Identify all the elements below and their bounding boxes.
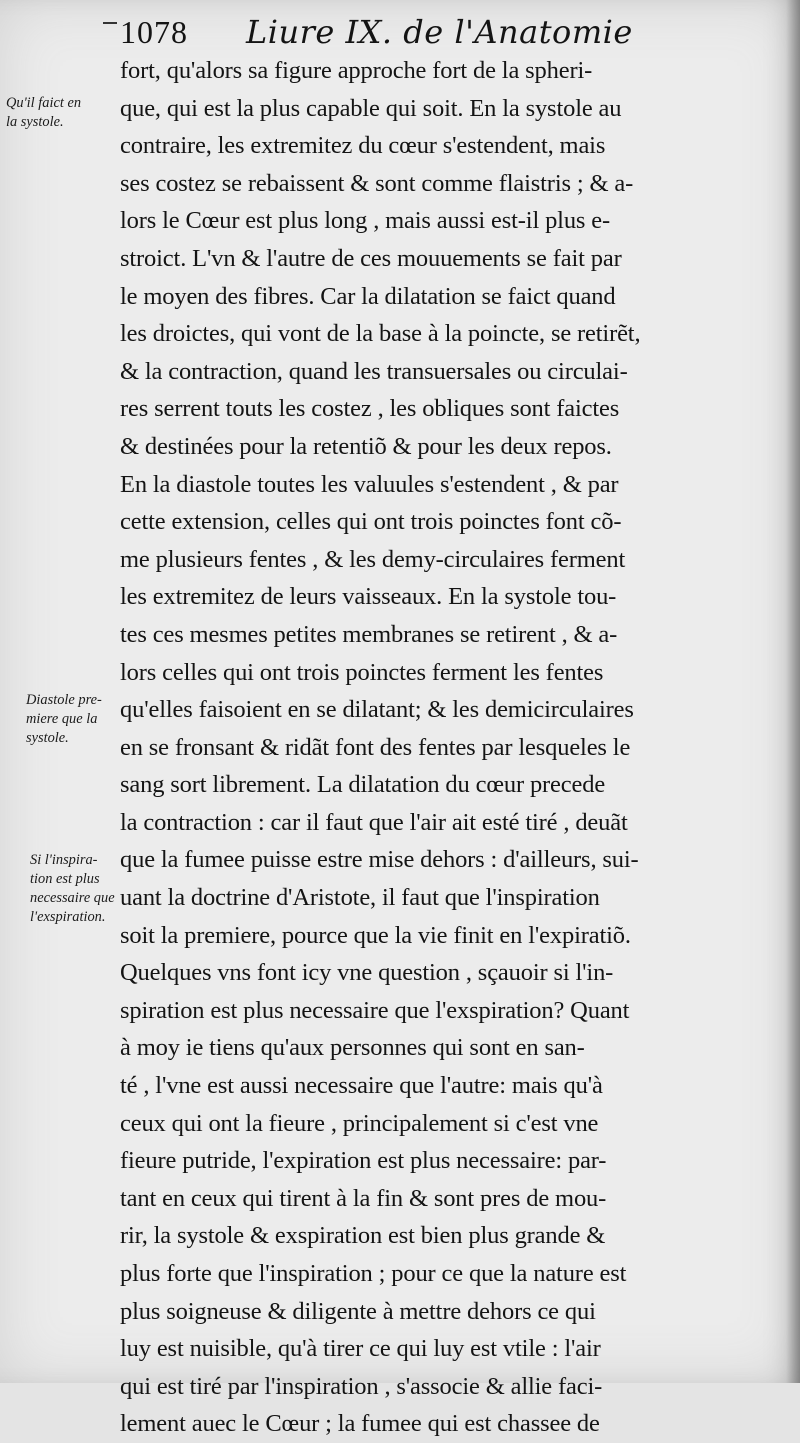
text-line: & destinées pour la retentiõ & pour les deux repos. xyxy=(120,432,612,460)
text-line: tant en ceux qui tirent à la fin & sont pres de mou- xyxy=(120,1184,607,1212)
header-dash xyxy=(103,22,117,24)
text-line: soit la premiere, pource que la vie finit en l'expiratiõ. xyxy=(120,921,631,949)
text-line: contraire, les extremitez du cœur s'estendent, mais xyxy=(120,132,606,160)
margin-note-line: l'exspiration. xyxy=(30,909,106,925)
text-line: me plusieurs fentes , & les demy-circulaires ferment xyxy=(120,545,626,573)
text-line: uant la doctrine d'Aristote, il faut que l'inspiration xyxy=(120,884,600,912)
text-line: sang sort librement. La dilatation du cœur precede xyxy=(120,771,606,799)
text-line: rir, la systole & exspiration est bien plus grande & xyxy=(120,1222,606,1250)
text-line: ceux qui ont la fieure , principalement si c'est vne xyxy=(120,1109,599,1137)
text-line: té , l'vne est aussi necessaire que l'autre: mais qu'à xyxy=(120,1072,603,1100)
page-edge-shadow xyxy=(786,0,800,1383)
text-line: luy est nuisible, qu'à tirer ce qui luy est vtile : l'air xyxy=(120,1335,601,1363)
text-line: stroict. L'vn & l'autre de ces mouuements se fait par xyxy=(120,244,622,272)
text-line: plus soigneuse & diligente à mettre dehors ce qui xyxy=(120,1297,596,1325)
margin-note-line: miere que la xyxy=(26,711,98,727)
text-line: fieure putride, l'expiration est plus necessaire: par- xyxy=(120,1147,607,1175)
text-line: lement auec le Cœur ; la fumee qui est chassee de xyxy=(120,1410,600,1438)
text-line: les droictes, qui vont de la base à la poincte, se retirẽt, xyxy=(120,320,641,348)
text-line: ses costez se rebaissent & sont comme flaistris ; & a- xyxy=(120,169,634,197)
text-line: lors le Cœur est plus long , mais aussi est-il plus e- xyxy=(120,207,611,235)
margin-note-line: la systole. xyxy=(6,114,64,130)
text-line: en se fronsant & ridãt font des fentes par lesqueles le xyxy=(120,733,631,761)
text-line: cette extension, celles qui ont trois poinctes font cõ- xyxy=(120,508,622,536)
text-line: à moy ie tiens qu'aux personnes qui sont en san- xyxy=(120,1034,585,1062)
margin-note-line: necessaire que xyxy=(30,890,115,906)
body-text xyxy=(120,52,740,1443)
page-header xyxy=(120,8,760,56)
text-line: En la diastole toutes les valuules s'estendent , & par xyxy=(120,470,619,498)
text-line: que la fumee puisse estre mise dehors : d'ailleurs, sui- xyxy=(120,846,639,874)
text-line: le moyen des fibres. Car la dilatation se faict quand xyxy=(120,282,616,310)
text-line: & la contraction, quand les transuersales ou circulai- xyxy=(120,357,628,385)
running-head: Liure IX. de l'Anatomie xyxy=(246,13,633,51)
text-line: fort, qu'alors sa figure approche fort de la spheri- xyxy=(120,57,593,84)
margin-note-line: Qu'il faict en xyxy=(6,95,82,111)
page-number: 1078 xyxy=(120,14,188,50)
text-line: les extremitez de leurs vaisseaux. En la systole tou- xyxy=(120,583,617,611)
text-line: Quelques vns font icy vne question , sçauoir si l'in- xyxy=(120,959,614,987)
text-line: plus forte que l'inspiration ; pour ce que la nature est xyxy=(120,1260,627,1287)
margin-note-line: Si l'inspira- xyxy=(30,852,98,868)
text-line: la contraction : car il faut que l'air ait esté tiré , deuãt xyxy=(120,808,628,836)
text-line: qu'elles faisoient en se dilatant; & les demicirculaires xyxy=(120,696,634,724)
margin-note-line: Diastole pre- xyxy=(26,692,102,708)
text-line: que, qui est la plus capable qui soit. En la systole au xyxy=(120,94,622,122)
text-line: tes ces mesmes petites membranes se retirent , & a- xyxy=(120,620,618,648)
margin-note-line: tion est plus xyxy=(30,871,100,887)
text-line: res serrent touts les costez , les obliques sont faictes xyxy=(120,395,620,423)
text-line: qui est tiré par l'inspiration , s'associe & allie faci- xyxy=(120,1372,603,1400)
text-line: spiration est plus necessaire que l'exspiration? Quant xyxy=(120,996,630,1024)
text-line: lors celles qui ont trois poinctes ferment les fentes xyxy=(120,658,604,686)
margin-note-line: systole. xyxy=(26,730,69,746)
